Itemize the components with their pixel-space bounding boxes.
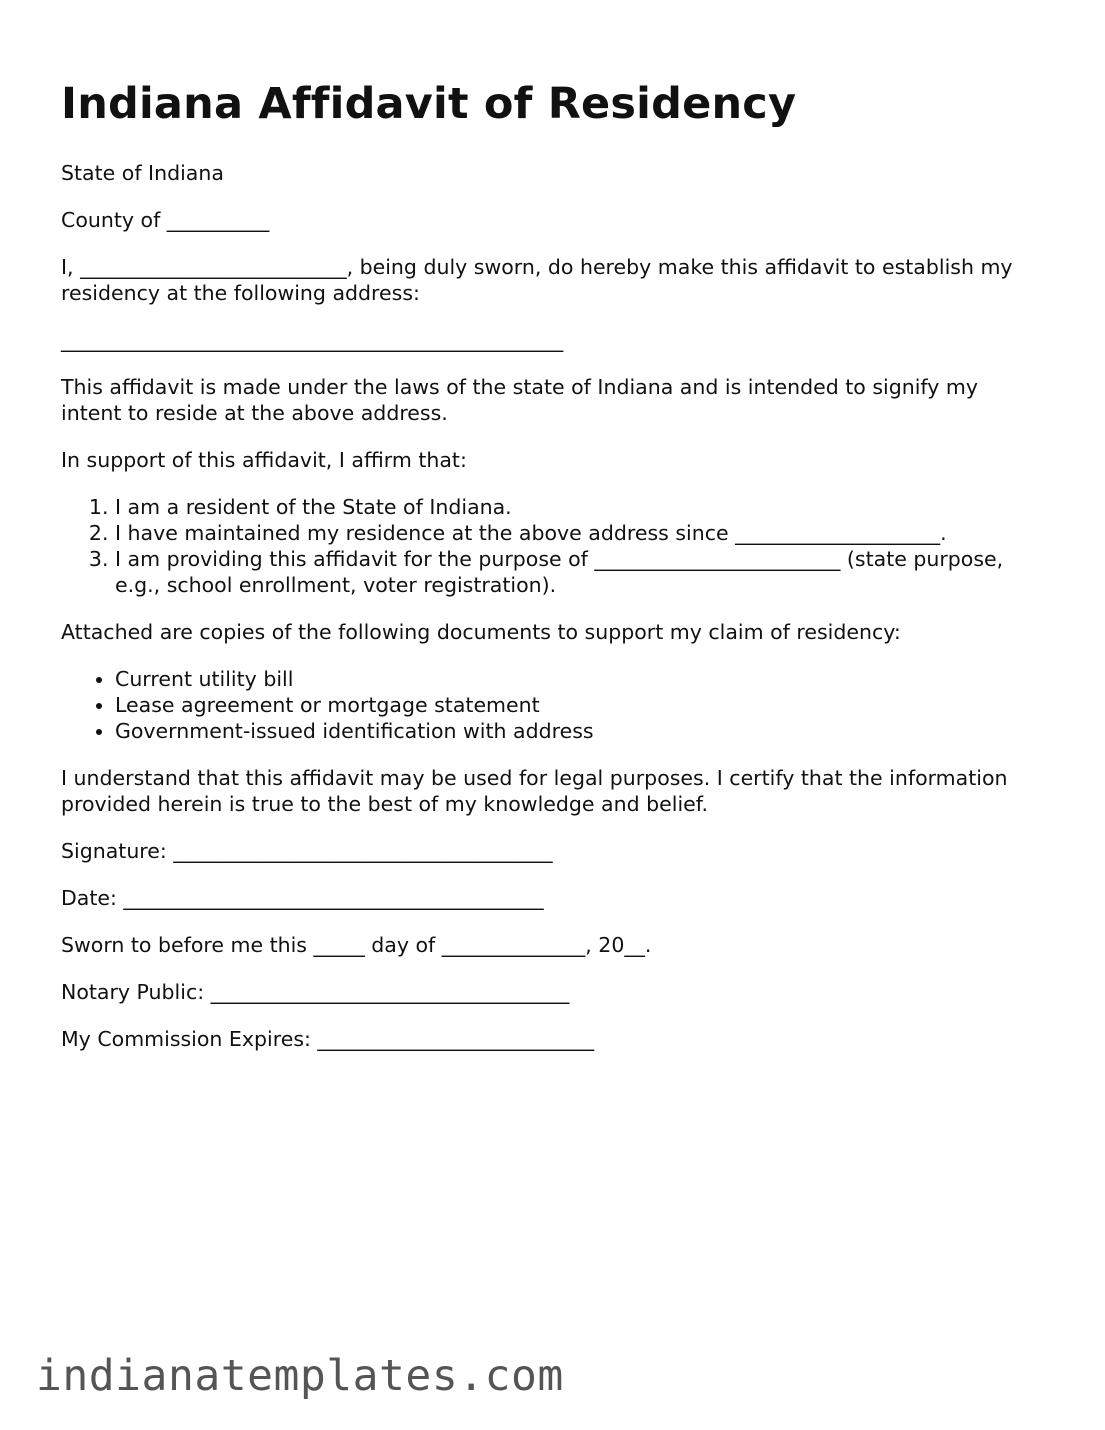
affirmations-list: [61, 494, 1041, 598]
signature-line: Signature: _____________________________________: [61, 839, 553, 863]
site-watermark: indianatemplates.com: [36, 1351, 564, 1401]
certification-paragraph: I understand that this affidavit may be used for legal purposes. I certify that the information provided herein is true to the best of my knowledge and belief.: [61, 766, 1008, 816]
state-line: State of Indiana: [61, 161, 224, 185]
document-title: Indiana Affidavit of Residency: [61, 79, 797, 129]
list-item: 3. I am providing this affidavit for the purpose of ________________________ (state purpose, e.g., school enrollment, voter registration).: [115, 546, 1041, 598]
list-item: • Lease agreement or mortgage statement: [115, 692, 1041, 718]
list-item: 1. I am a resident of the State of Indiana.: [115, 494, 1041, 520]
affidavit-document: [61, 78, 1041, 1073]
county-line: County of __________: [61, 208, 270, 232]
laws-paragraph: This affidavit is made under the laws of the state of Indiana and is intended to signify my intent to reside at the above address.: [61, 375, 979, 425]
list-item: • Government-issued identification with address: [115, 718, 1041, 744]
list-item: • Current utility bill: [115, 666, 1041, 692]
intro-paragraph: I, __________________________, being duly sworn, do hereby make this affidavit to establish my residency at the following address:: [61, 255, 1013, 305]
documents-intro: Attached are copies of the following documents to support my claim of residency:: [61, 620, 901, 644]
support-intro: In support of this affidavit, I affirm that:: [61, 448, 467, 472]
address-line: _________________________________________________: [61, 328, 564, 352]
list-item: 2. I have maintained my residence at the above address since ____________________.: [115, 520, 1041, 546]
documents-list: [61, 666, 1041, 744]
commission-line: My Commission Expires: ___________________________: [61, 1027, 595, 1051]
notary-line: Notary Public: ___________________________________: [61, 980, 570, 1004]
date-line: Date: _________________________________________: [61, 886, 544, 910]
sworn-line: Sworn to before me this _____ day of ______________, 20__.: [61, 933, 652, 957]
